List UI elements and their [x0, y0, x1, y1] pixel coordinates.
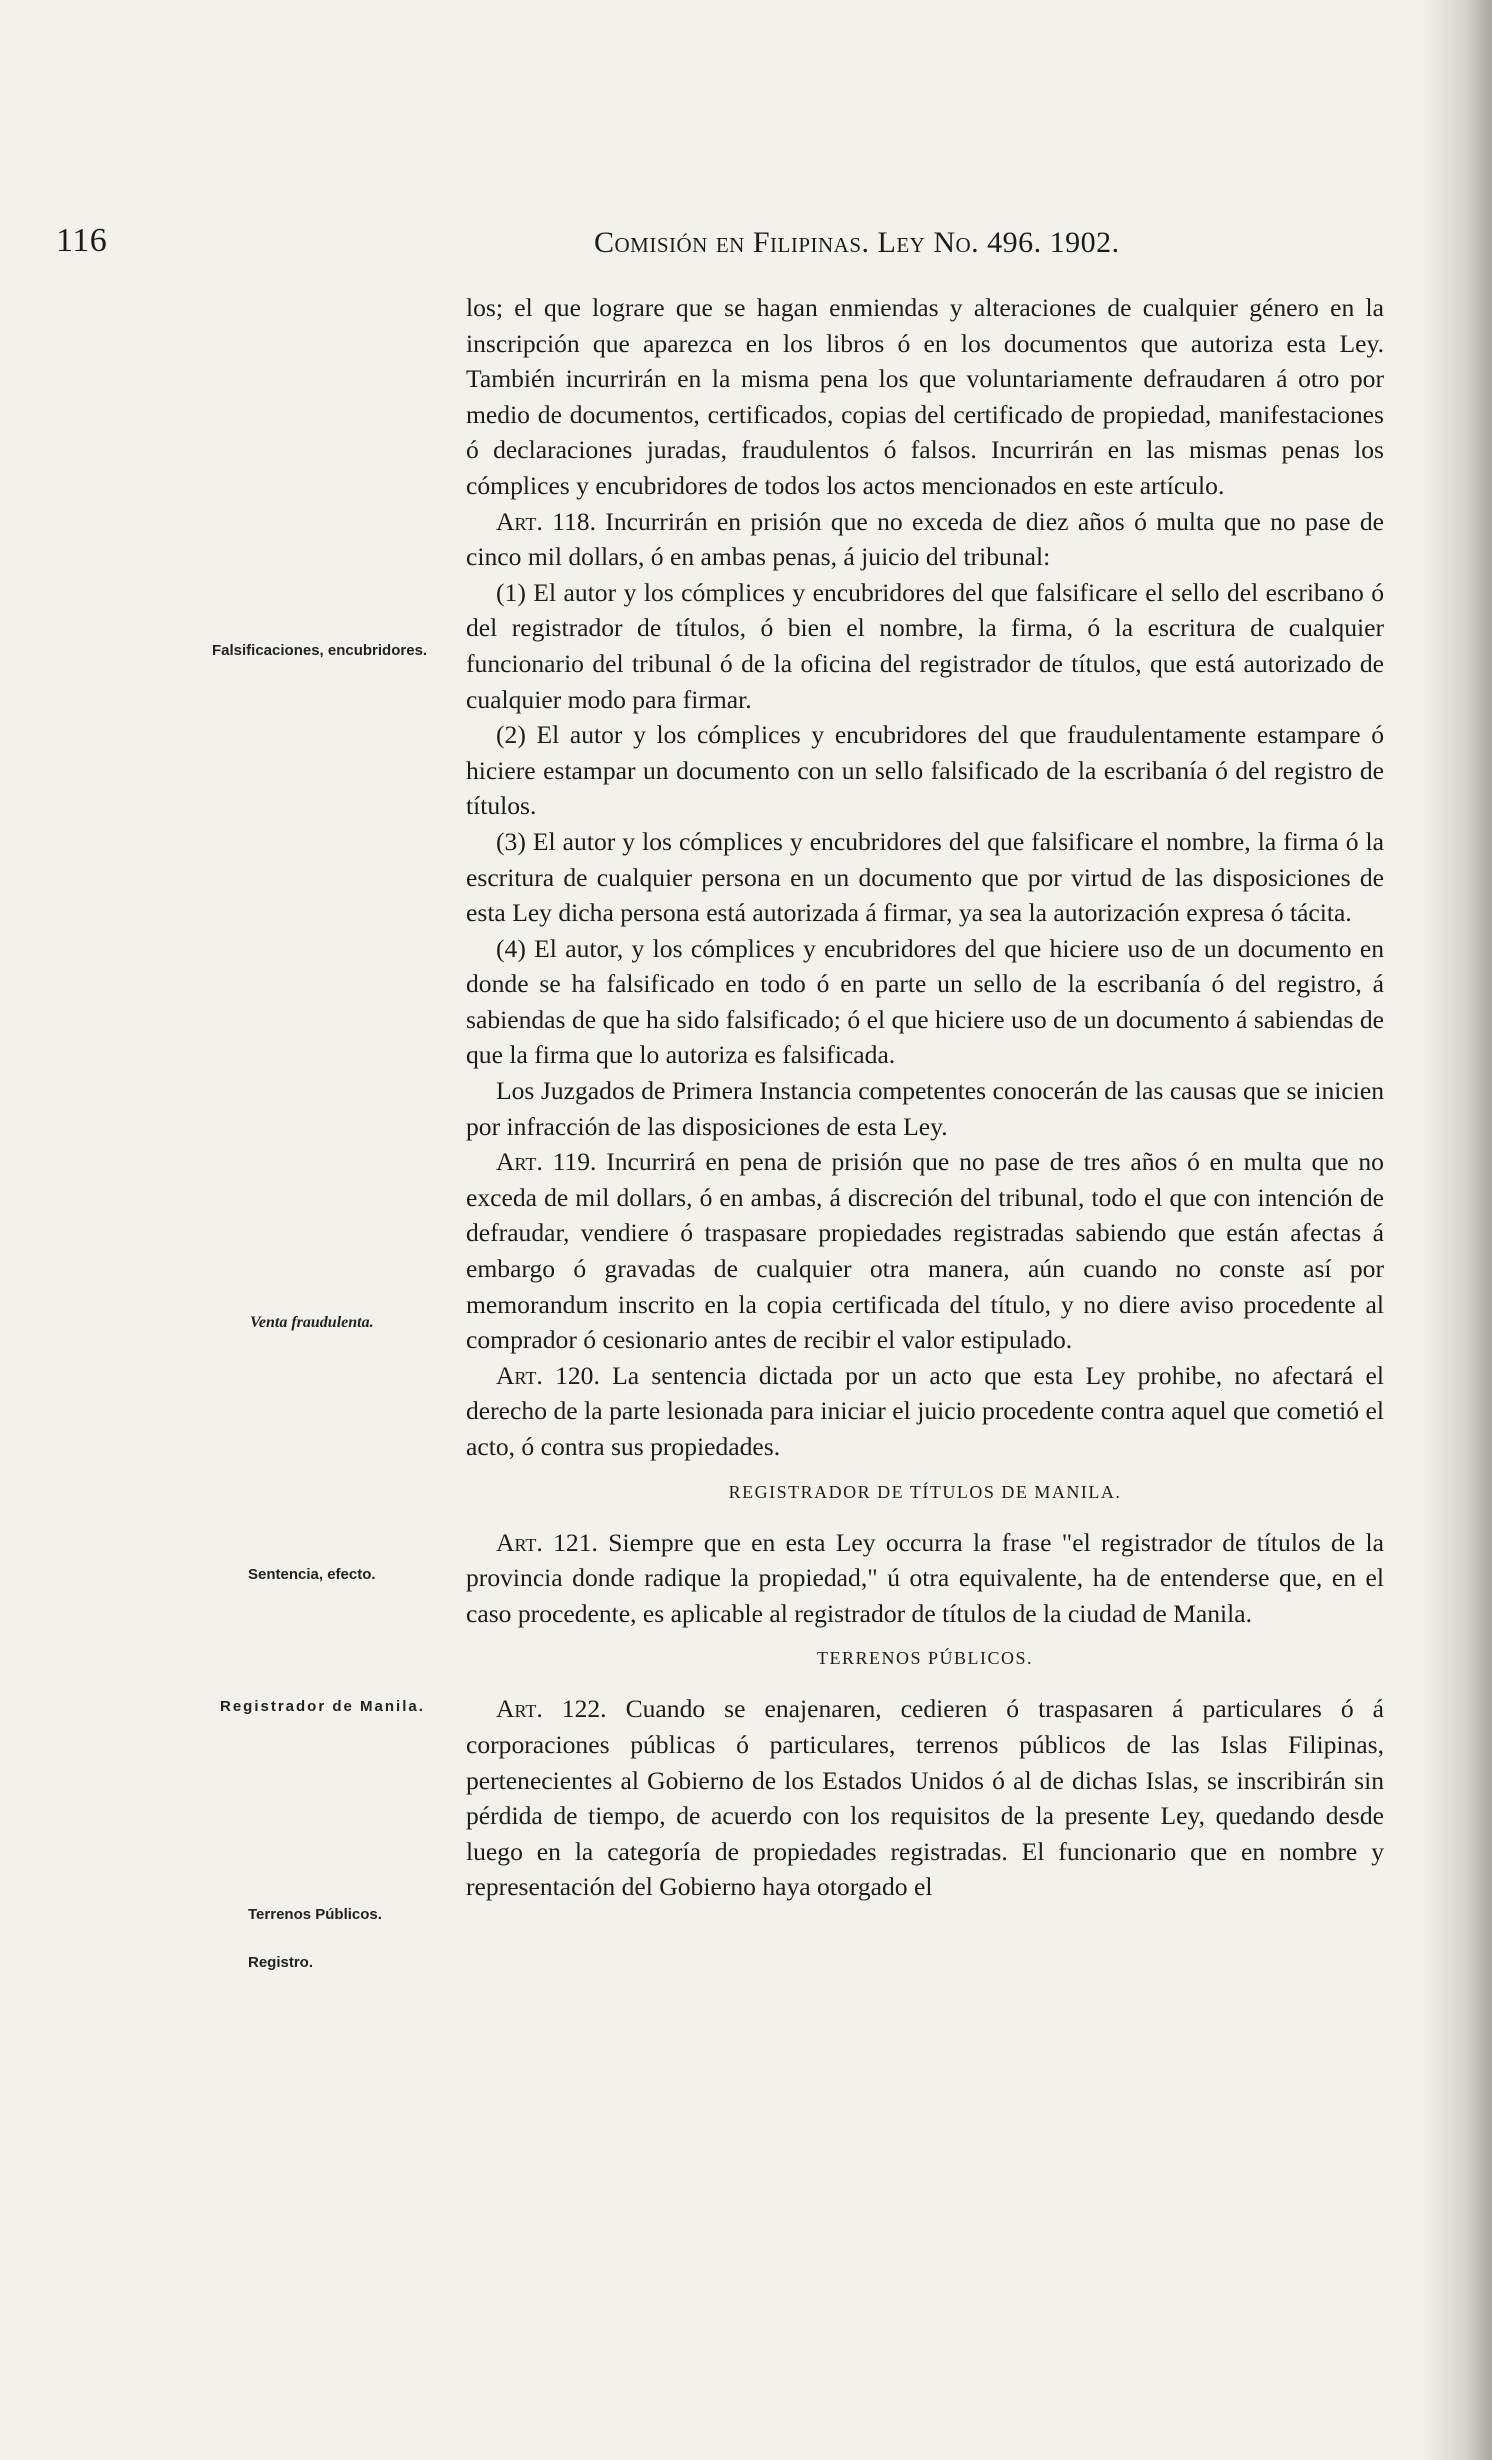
margin-note-registrador: Registrador de Manila. [220, 1698, 425, 1715]
paragraph-art119 [466, 1144, 1384, 1358]
article-label: Art. 121. [496, 1527, 598, 1557]
paragraph-item-3: (3) El autor y los cómplices y encubridores del que falsificare el nombre, la firma ó la escritura de cualquier persona en un documento que por virtud de las disposiciones de esta Ley dicha persona está autorizada á firmar, ya sea la autorización expresa ó tácita. [466, 826, 1384, 928]
margin-note-falsificaciones: Falsificaciones, encubridores. [212, 642, 428, 659]
article-label: Art. 120. [496, 1360, 600, 1390]
paragraph-item-4: (4) El autor, y los cómplices y encubridores del que hiciere uso de un documento en donde se ha falsificado en todo ó en parte un sello de la escribanía ó del registro, á sabiendas de que ha sido falsificado; ó el que hiciere uso de un documento á sabiendas de que la firma que lo autoriza es falsificada. [466, 933, 1384, 1070]
paragraph-item-1: (1) El autor y los cómplices y encubridores del que falsificare el sello del escribano ó del registrador de títulos, ó bien el nombre, la firma, ó la escritura de cualquier funcionario del tribunal ó de la oficina del registrador de títulos, que está autorizado de cualquier modo para firmar. [466, 577, 1384, 714]
section-heading-terrenos: TERRENOS PÚBLICOS. [816, 1648, 1034, 1669]
main-text [466, 290, 1384, 1905]
paragraph-art118 [466, 504, 1384, 575]
article-label: Art. 122. [496, 1694, 607, 1724]
paragraph-jurisdiction: Los Juzgados de Primera Instancia competentes conocerán de las causas que se inicien por infracción de las disposiciones de esta Ley. [466, 1076, 1384, 1141]
paragraph-art121 [466, 1525, 1384, 1632]
margin-note-sentencia: Sentencia, efecto. [248, 1566, 376, 1583]
article-label: Art. 119. [496, 1147, 597, 1177]
margin-note-terrenos: Terrenos Públicos. [248, 1906, 382, 1923]
margin-notes [0, 0, 460, 2460]
paragraph-art120 [466, 1358, 1384, 1465]
article-text: Siempre que en esta Ley occurra la frase "el registrador de títulos de la provincia donde radique la propiedad," ú otra equivalente, ha de entenderse que, en el caso procedente, es aplicable al registrador de títulos de la ciudad de Manila. [466, 1527, 1384, 1628]
article-text: Incurrirá en pena de prisión que no pase de tres años ó en multa que no exceda de mil dollars, ó en ambas, á discreción del tribunal, todo el que con intención de defraudar, vendiere ó traspasare propiedades registradas sabiendo que están afectas á embargo ó gravadas de cualquier otra manera, aún cuando no conste así por memorandum inscrito en la copia certificada del título, y no diere aviso procedente al comprador ó cesionario antes de recibir el valor estipulado. [466, 1147, 1384, 1355]
margin-note-venta-fraudulenta: Venta fraudulenta. [250, 1314, 374, 1331]
paragraph-art117-end: los; el que lograre que se hagan enmiendas y alteraciones de cualquier género en la inscripción que aparezca en los libros ó en los documentos que autoriza esta Ley. También incurrirán en la misma pena los que voluntariamente defraudaren á otro por medio de documentos, certificados, copias del certificado de propiedad, manifestaciones ó declaraciones juradas, fraudulentos ó falsos. Incurrirán en las mismas penas los cómplices y encubridores de todos los actos mencionados en este artículo. [466, 293, 1384, 500]
article-text: Incurrirán en prisión que no exceda de diez años ó multa que no pase de cinco mil dollars, ó en ambas penas, á juicio del tribunal: [466, 506, 1384, 572]
running-title: Comisión en Filipinas. Ley No. 496. 1902. [594, 226, 1120, 259]
margin-note-registro: Registro. [248, 1954, 314, 1971]
page-number: 116 [56, 222, 108, 259]
article-text: La sentencia dictada por un acto que esta Ley prohibe, no afectará el derecho de la parte lesionada para iniciar el juicio procedente contra aquel que cometió el acto, ó contra sus propiedades. [466, 1360, 1384, 1461]
page-edge-shadow [1422, 0, 1492, 2460]
paragraph-art122 [466, 1691, 1384, 1905]
section-heading-registrador: REGISTRADOR DE TÍTULOS DE MANILA. [728, 1481, 1122, 1502]
paragraph-item-2: (2) El autor y los cómplices y encubridores del que fraudulentamente estampare ó hiciere estampar un documento con un sello falsificado de la escribanía ó del registro de títulos. [466, 720, 1384, 821]
article-text: Cuando se enajenaren, cedieren ó traspasaren á particulares ó á corporaciones públicas ó particulares, terrenos públicos de las Islas Filipinas, pertenecientes al Gobierno de los Estados Unidos ó al de dichas Islas, se inscribirán sin pérdida de tiempo, de acuerdo con los requisitos de la presente Ley, quedando desde luego en la categoría de propiedades registradas. El funcionario que en nombre y representación del Gobierno haya otorgado el [466, 1694, 1384, 1902]
article-label: Art. 118. [496, 506, 596, 536]
